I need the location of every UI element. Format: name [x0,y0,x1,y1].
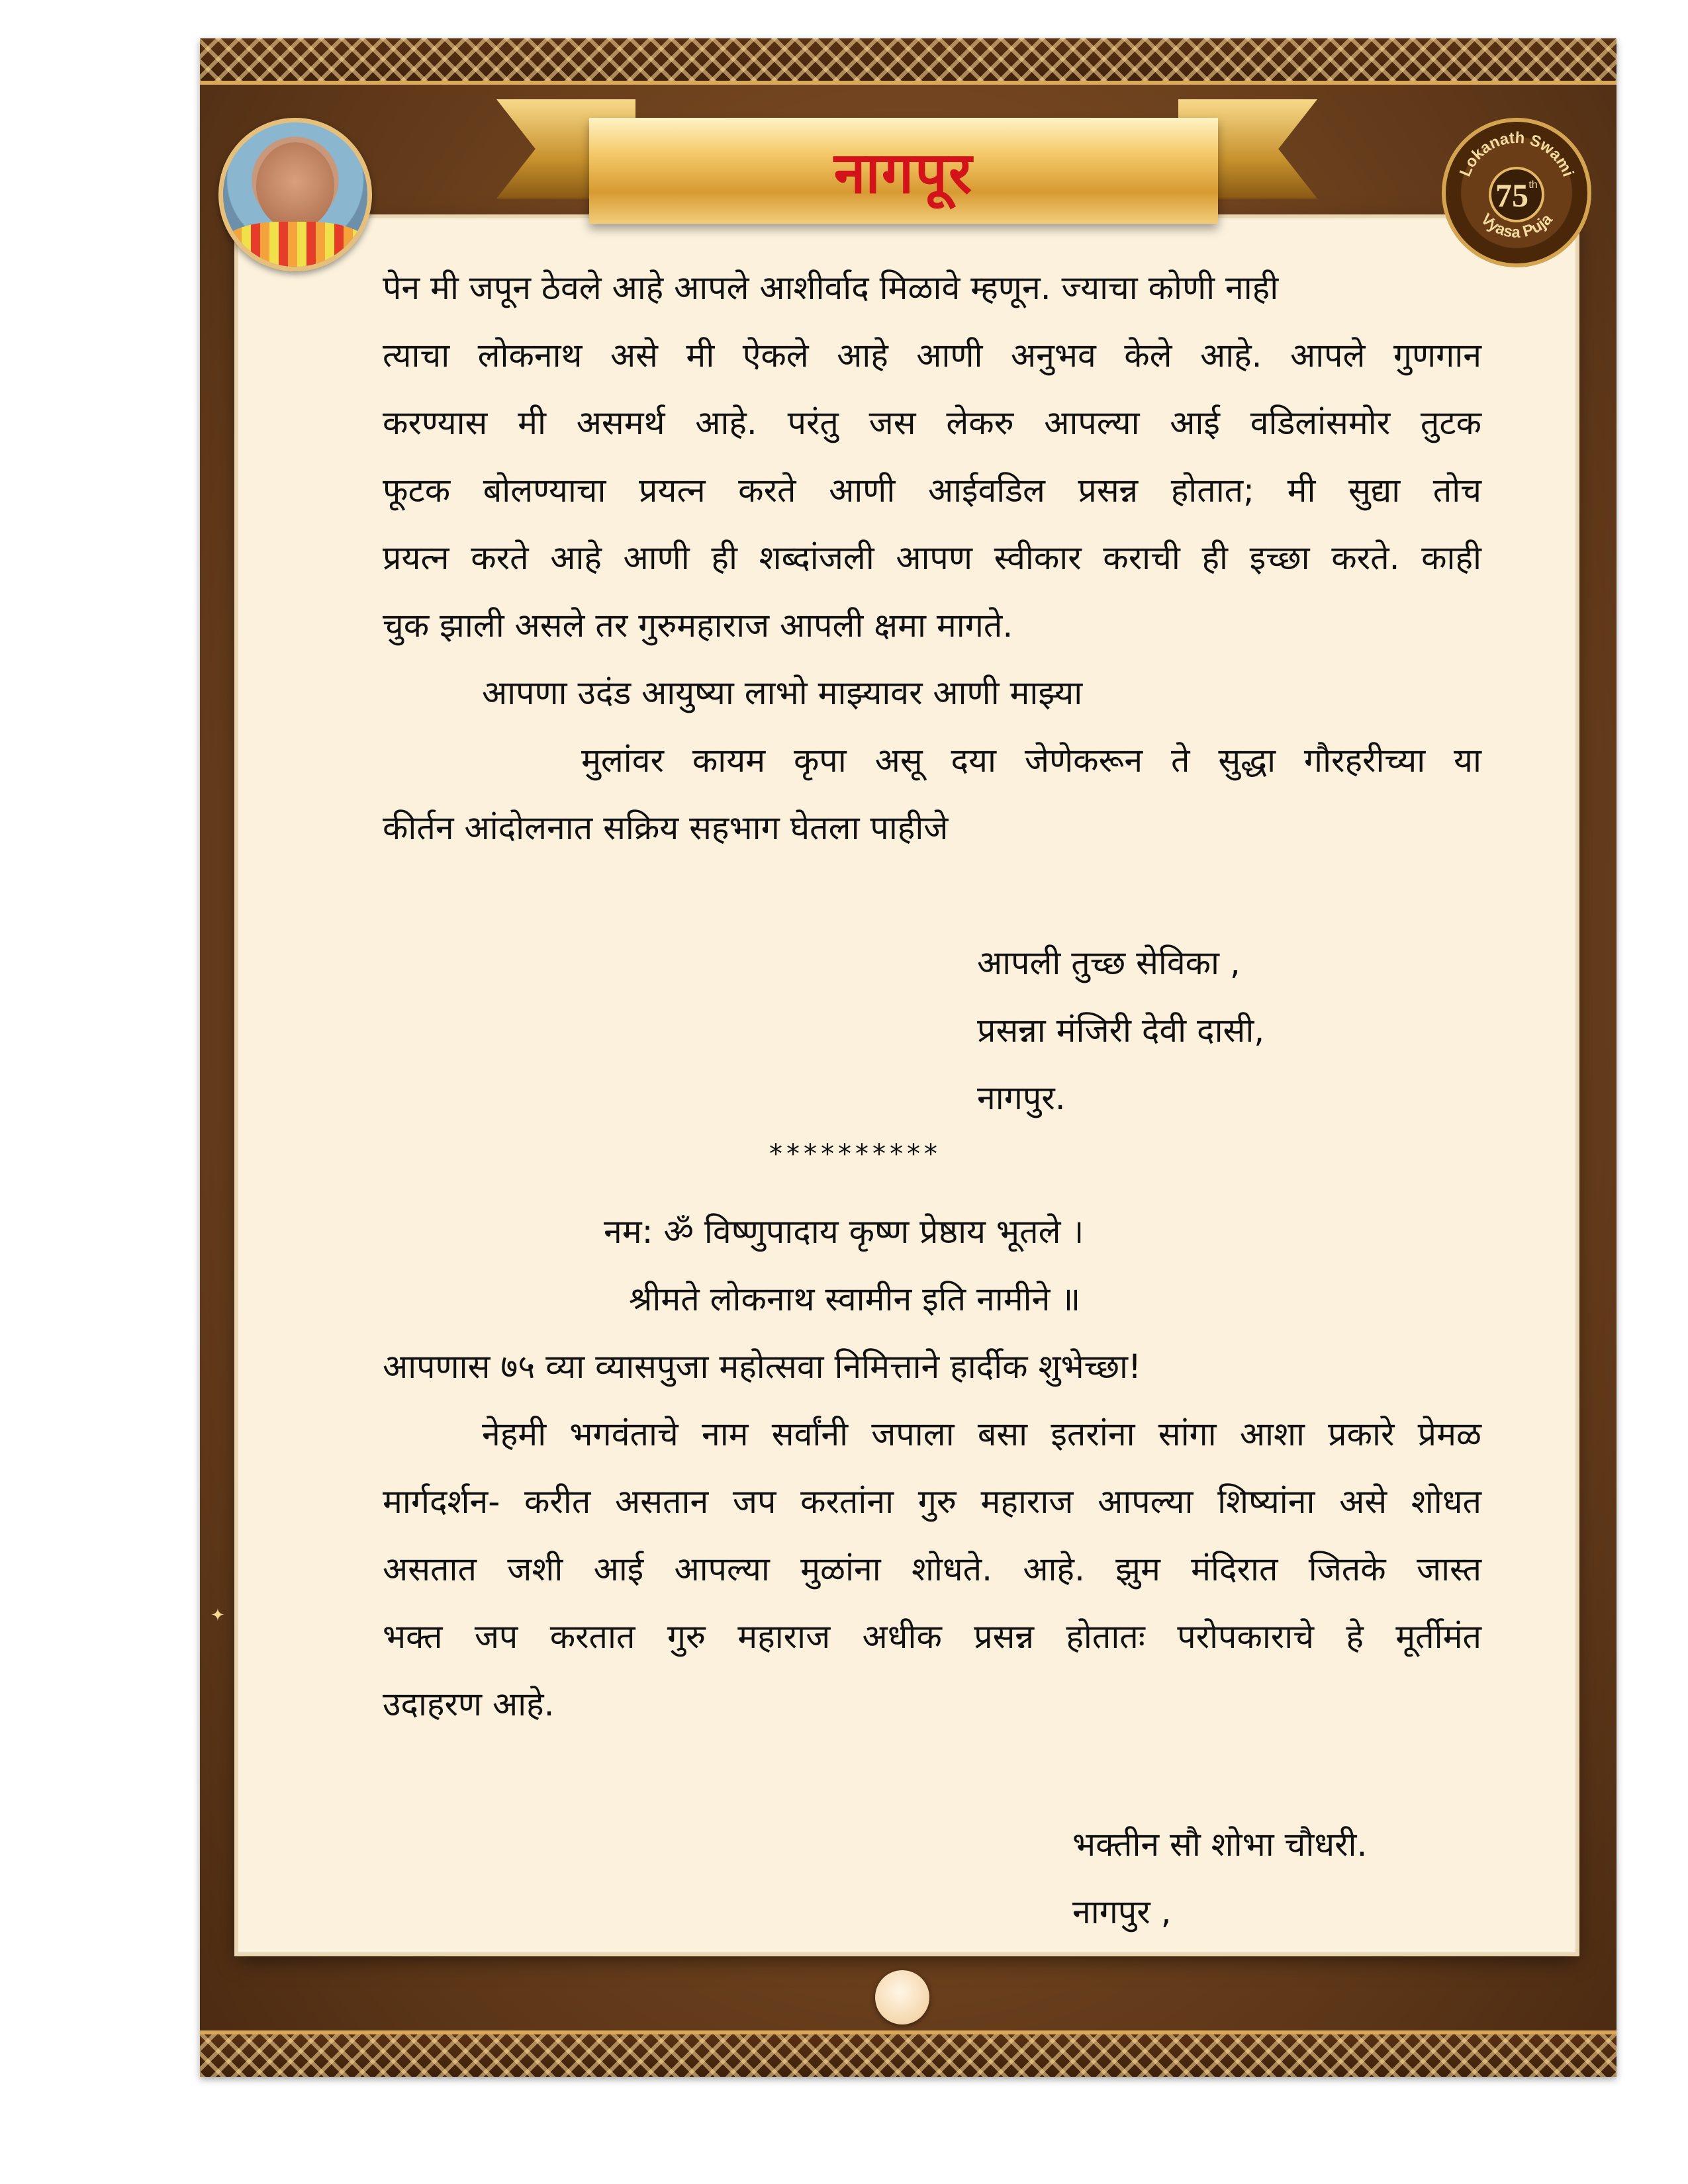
badge-number: 75 [1495,177,1528,214]
letter2-line-1: आपणास ७५ व्या व्यासपुजा महोत्सवा निमित्ताने हार्दीक शुभेच्छा! [383,1347,1142,1386]
scroll-knob-decoration [875,1970,929,2025]
letter1-line-2: त्याचा लोकनाथ असे मी ऐकले आहे आणी अनुभव केले आहे. आपले गुणगान [383,336,1481,375]
page-title: नागपूर [833,140,974,206]
vyasa-puja-75-badge [1442,118,1591,267]
signature1-line-1: आपली तुच्छ सेविका , [977,944,1241,982]
badge-top-text: Lokanath Swami [1456,128,1577,179]
signature2-line-1: भक्तीन सौ शोभा चौधरी. [1072,1825,1368,1864]
signature1-line-2: प्रसन्ना मंजिरी देवी दासी, [977,1011,1265,1050]
signature2-line-2: नागपुर , [1072,1893,1172,1931]
letter1-line-1: पेन मी जपून ठेवले आहे आपले आशीर्वाद मिळावे म्हणून. ज्याचा कोणी नाही [383,269,1279,307]
letter2-line-5: भक्त जप करतात गुरु महाराज अधीक प्रसन्न होतातः परोपकाराचे हे मूर्तीमंत [383,1617,1481,1656]
letter2-line-2: नेहमी भगवंताचे नाम सर्वांनी जपाला बसा इतरांना सांगा आशा प्रकारे प्रेमळ [482,1415,1481,1453]
portrait-garland [223,222,367,271]
mantra-line-2: श्रीमते लोकनाथ स्वामीन इति नामीने ॥ [629,1280,1081,1318]
signature1-line-3: नागपुर. [977,1079,1066,1117]
title-ribbon [589,118,1218,224]
sparkle-icon: ✦ [211,1606,225,1625]
mantra-line-1: नम: ॐ विष्णुपादाय कृष्ण प्रेष्ठाय भूतले । [604,1212,1084,1251]
top-ornamental-border [200,38,1617,85]
letter1-line-6: चुक झाली असले तर गुरुमहाराज आपली क्षमा मागते. [383,606,1013,645]
badge-bottom-text: Vyasa Puja [1477,210,1556,242]
bottom-ornamental-border [200,2030,1617,2077]
letter1-line-7: आपणा उदंड आयुष्या लाभो माझ्यावर आणी माझ्या [482,674,1083,712]
separator-stars: ********** [769,1139,941,1169]
letter2-line-4: असतात जशी आई आपल्या मुळांना शोधते. आहे. झुम मंदिरात जितके जास्त [383,1550,1481,1588]
letter1-line-9: कीर्तन आंदोलनात सक्रिय सहभाग घेतला पाहीजे [383,809,949,847]
letter2-line-6: उदाहरण आहे. [383,1685,555,1723]
badge-suffix: th [1528,179,1538,191]
letter1-line-8: मुलांवर कायम कृपा असू दया जेणेकरून ते सुद्धा गौरहरीच्या या [581,741,1481,780]
letter2-line-3: मार्गदर्शन- करीत असतान जप करतांना गुरु महाराज आपल्या शिष्यांना असे शोधत [383,1482,1481,1521]
guru-portrait-image [218,118,372,271]
portrait-face [256,142,334,230]
letter1-line-3: करण्यास मी असमर्थ आहे. परंतु जस लेकरु आपल्या आई वडिलांसमोर तुटक [383,404,1481,442]
letter1-line-4: फूटक बोलण्याचा प्रयत्न करते आणी आईवडिल प्रसन्न होतात; मी सुद्या तोच [383,471,1481,510]
letter1-line-5: प्रयत्न करते आहे आणी ही शब्दांजली आपण स्वीकार कराची ही इच्छा करते. काही [383,539,1481,577]
